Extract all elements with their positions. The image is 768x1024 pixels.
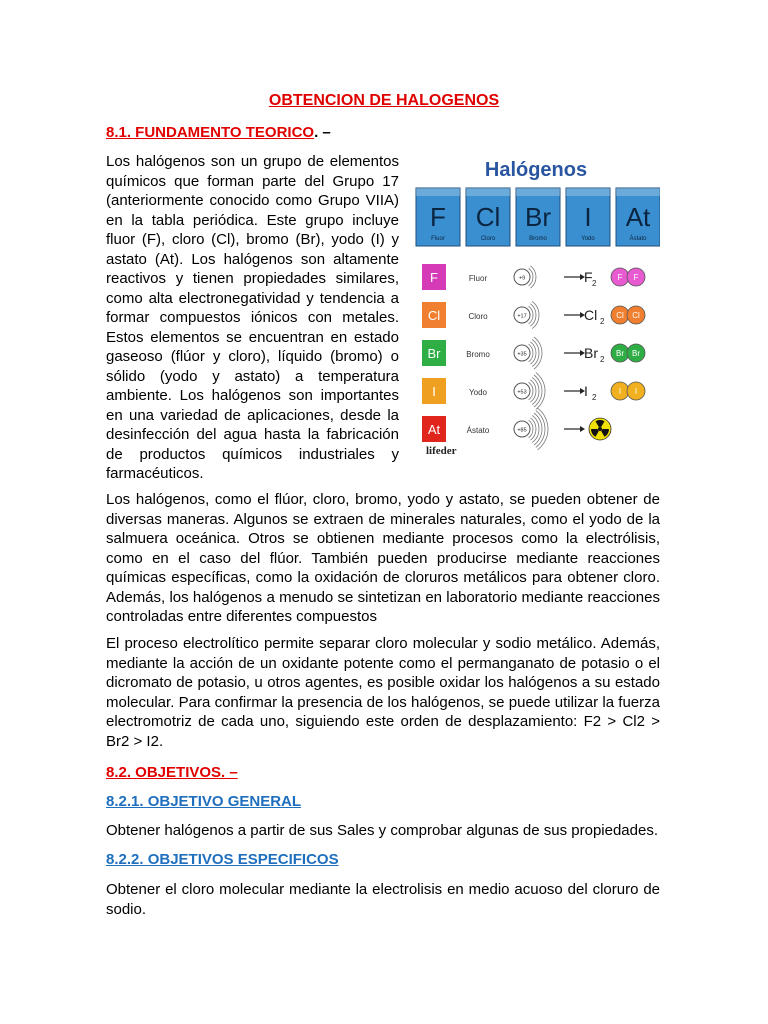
- molecule-atom-label: Br: [632, 349, 640, 358]
- element-box-symbol: At: [427, 422, 441, 437]
- element-tile-shine: [416, 188, 460, 196]
- element-row-name: Bromo: [466, 350, 490, 359]
- subsection-heading-general: 8.2.1. OBJETIVO GENERAL: [106, 793, 302, 810]
- element-row-name: Fluor: [468, 274, 488, 283]
- element-row-name: Ástato: [466, 426, 490, 435]
- paragraph-electrolisis: El proceso electrolítico permite separar cloro molecular y sodio metálico. Además, mediante la acción de un oxidante potente como el permanganato de potasio o el dicromato de potasio, u otros agentes, es posible oxidar los halógenos a su estado molecular. Para confirmar la presencia de los halógenos, se puede utilizar la fuerza electromotriz de cada uno, siguiendo este orden de desplazamiento: F2 > Cl2 > Br2 > I2.: [106, 635, 660, 750]
- molecule-formula: I: [584, 383, 588, 399]
- element-tile-name: Bromo: [529, 236, 547, 242]
- molecule-atom-label: Cl: [632, 311, 640, 320]
- element-tile-name: Yodo: [581, 236, 595, 242]
- element-row-name: Yodo: [469, 388, 487, 397]
- molecule-subscript: 2: [592, 393, 597, 402]
- element-tile-symbol: Br: [525, 202, 551, 232]
- atom-nucleus-charge: +17: [517, 313, 527, 320]
- element-tile-symbol: Cl: [475, 202, 501, 232]
- atom-nucleus-charge: +53: [517, 389, 527, 396]
- molecule-formula: Cl: [584, 307, 598, 323]
- element-box-symbol: Br: [427, 346, 441, 361]
- molecule-subscript: 2: [592, 279, 597, 288]
- section-heading-text: 8.1. FUNDAMENTO TEORICO: [106, 124, 315, 141]
- halogens-figure: [412, 150, 660, 462]
- section-heading-suffix: . –: [314, 124, 331, 141]
- figure-title: Halógenos: [484, 159, 588, 181]
- element-tile-symbol: At: [625, 202, 651, 232]
- element-box-symbol: F: [430, 270, 438, 285]
- subsection-heading-especificos: 8.2.2. OBJETIVOS ESPECIFICOS: [106, 851, 339, 868]
- element-tile-symbol: F: [430, 202, 446, 232]
- paragraph-objetivo-general: Obtener halógenos a partir de sus Sales y comprobar algunas de sus propiedades.: [106, 822, 659, 839]
- element-tile-symbol: I: [584, 202, 592, 232]
- element-row-name: Cloro: [468, 312, 488, 321]
- molecule-subscript: 2: [600, 317, 605, 326]
- molecule-atom-label: F: [617, 273, 623, 282]
- element-tile-shine: [566, 188, 610, 196]
- halogens-infographic: [412, 150, 660, 462]
- reaction-arrowhead: [580, 426, 585, 432]
- molecule-formula: F: [584, 269, 593, 285]
- element-tile-shine: [466, 188, 510, 196]
- element-tile-name: Cloro: [480, 236, 496, 242]
- element-tile-shine: [516, 188, 560, 196]
- element-tile-name: Ástato: [629, 236, 647, 242]
- atom-nucleus-charge: +35: [517, 351, 527, 358]
- molecule-atom-label: F: [633, 273, 639, 282]
- atom-nucleus-charge: +9: [518, 275, 526, 282]
- element-box-symbol: Cl: [427, 308, 441, 323]
- paragraph-objetivo-especifico: Obtener el cloro molecular mediante la electrolisis en medio acuoso del cloruro de sodio.: [106, 881, 660, 918]
- element-box-symbol: I: [432, 384, 436, 399]
- section-heading-objetivos: [106, 764, 238, 781]
- molecule-atom-label: Br: [616, 349, 624, 358]
- molecule-atom-label: I: [634, 387, 638, 396]
- figure-watermark: lifeder: [426, 445, 457, 457]
- paragraph-obtencion: Los halógenos, como el flúor, cloro, bromo, yodo y astato, se pueden obtener de diversas maneras. Algunos se extraen de minerales naturales, como el yodo de la salmuera oceánica. Otros se obtienen mediante procesos como la electrólisis, como en el caso del flúor. También pueden producirse mediante reacciones químicas específicas, como la oxidación de cloruros metálicos para obtener cloro. Además, los halógenos a menudo se sintetizan en laboratorio mediante reacciones controladas entre diferentes compuestos: [106, 491, 660, 625]
- molecule-atom-label: Cl: [616, 311, 624, 320]
- section-heading-fundamento: [106, 124, 331, 141]
- section-heading-text: 8.2. OBJETIVOS. –: [106, 764, 238, 781]
- molecule-atom-label: I: [618, 387, 622, 396]
- molecule-formula: Br: [584, 345, 598, 361]
- atom-nucleus-charge: +85: [517, 427, 527, 434]
- molecule-subscript: 2: [600, 355, 605, 364]
- element-tile-name: Fluor: [431, 236, 445, 242]
- paragraph-intro: Los halógenos son un grupo de elementos químicos que forman parte del Grupo 17 (anteriormente conocido como Grupo VIIA) en la tabla periódica. Este grupo incluye fluor (F), cloro (Cl), bromo (Br), yodo (I) y astato (At). Los halógenos son altamente reactivos y tienen propiedades similares, como alta electronegatividad y tendencia a formar compuestos iónicos con metales. Estos elementos se encuentran en estado gaseoso (flúor y cloro), líquido (bromo) o sólido (yodo y astato) a temperatura ambiente. Los halógenos son importantes en una variedad de aplicaciones, desde la desinfección del agua hasta la fabricación de productos químicos industriales y farmacéuticos.: [106, 153, 399, 482]
- document-title: OBTENCION DE HALOGENOS: [268, 92, 500, 109]
- radioactive-icon-center: [598, 427, 602, 431]
- element-tile-shine: [616, 188, 660, 196]
